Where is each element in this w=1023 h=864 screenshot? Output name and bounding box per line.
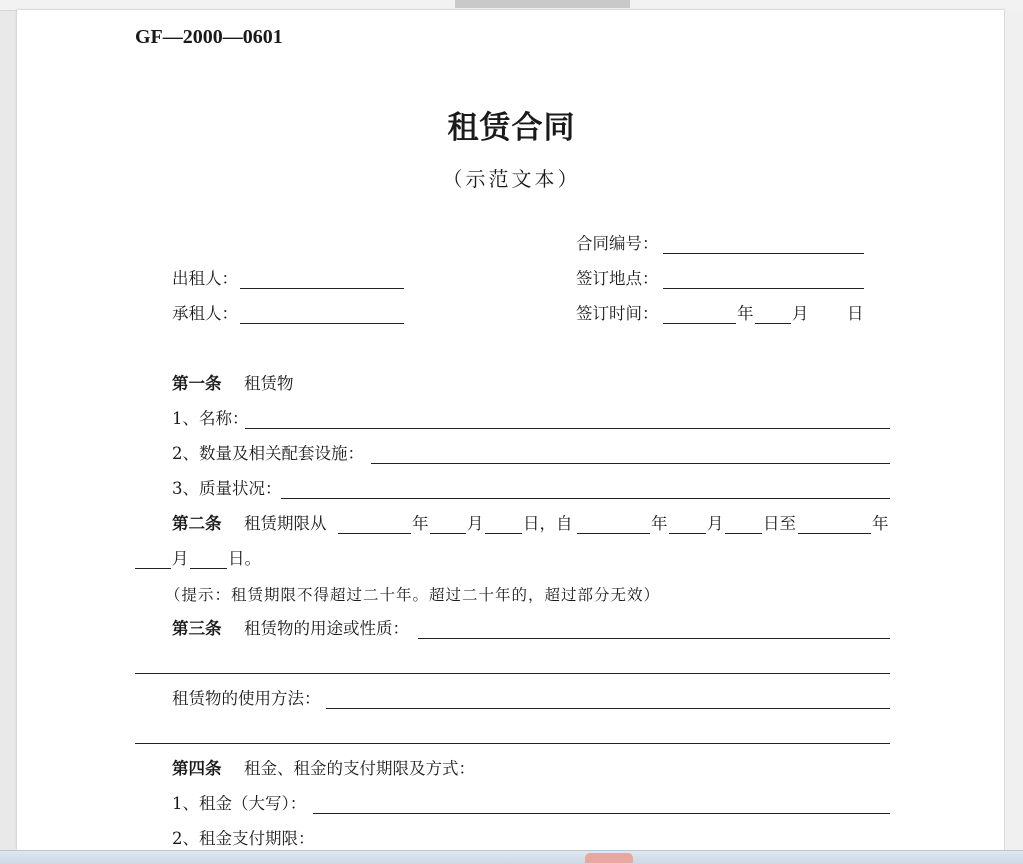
article1-item3-label: 3、质量状况： [172, 479, 282, 498]
article4-text: 租金、租金的支付期限及方式： [244, 759, 475, 778]
page-subtitle: （示范文本） [442, 167, 581, 191]
lessee-field[interactable] [240, 323, 404, 324]
lessor-label: 出租人： [172, 269, 238, 288]
article2-day-to-label: 日至 [763, 514, 796, 533]
page-title: 租赁合同 [447, 110, 576, 146]
sign-year-field[interactable] [663, 323, 736, 324]
sign-year-label: 年 [737, 304, 754, 323]
article2-start-year-field[interactable] [338, 533, 411, 534]
sign-month-field[interactable] [755, 323, 791, 324]
article3-usage-label: 租赁物的使用方法： [172, 689, 321, 708]
article4-item1-field[interactable] [313, 813, 890, 814]
lessee-label: 承租人： [172, 304, 238, 323]
article2-from-month-field[interactable] [669, 533, 706, 534]
article2-to-year-field[interactable] [798, 533, 871, 534]
article1-item3-field[interactable] [281, 498, 890, 499]
article2-to-day-field[interactable] [190, 568, 227, 569]
article2-to-year-label: 年 [872, 514, 889, 533]
sign-time-label: 签订时间： [576, 304, 659, 323]
article2-from-year-label: 年 [651, 514, 668, 533]
article1-heading: 第一条 [172, 374, 222, 393]
article3-purpose-field-line2[interactable] [135, 673, 890, 674]
article2-start-year-label: 年 [412, 514, 429, 533]
sign-day-label: 日 [847, 304, 864, 323]
article2-heading: 第二条 [172, 514, 222, 533]
article4-item1-label: 1、租金（大写）： [172, 794, 307, 813]
article3-purpose-field[interactable] [418, 638, 890, 639]
article1-item2-field[interactable] [371, 463, 890, 464]
taskbar [0, 850, 1023, 864]
article2-from-year-field[interactable] [577, 533, 650, 534]
article1-item1-label: 1、名称： [172, 409, 249, 428]
article2-start-month-label: 月 [467, 514, 484, 533]
article2-day-from-label: 日，自 [523, 514, 573, 533]
article2-start-month-field[interactable] [430, 533, 466, 534]
article2-from-day-field[interactable] [725, 533, 762, 534]
lessor-field[interactable] [240, 288, 404, 289]
article3-heading: 第三条 [172, 619, 222, 638]
sign-place-label: 签订地点： [576, 269, 659, 288]
contract-no-field[interactable] [663, 253, 864, 254]
sign-place-field[interactable] [663, 288, 864, 289]
article3-usage-field[interactable] [326, 708, 890, 709]
article3-usage-field-line2[interactable] [135, 743, 890, 744]
article1-item1-field[interactable] [245, 428, 890, 429]
viewer-tab[interactable] [455, 0, 630, 8]
article2-end-label: 日。 [228, 549, 261, 568]
sign-month-label: 月 [792, 304, 809, 323]
taskbar-app-button[interactable] [585, 853, 633, 863]
article2-from-month-label: 月 [707, 514, 724, 533]
article2-note: （提示：租赁期限不得超过二十年。超过二十年的，超过部分无效） [165, 586, 661, 604]
article1-title: 租赁物 [244, 374, 294, 393]
article2-start-day-field[interactable] [485, 533, 522, 534]
article2-text: 租赁期限从 [244, 514, 327, 533]
document-code: GF—2000—0601 [135, 26, 283, 48]
article3-text: 租赁物的用途或性质： [244, 619, 409, 638]
article2-to-month-field[interactable] [135, 568, 171, 569]
contract-no-label: 合同编号： [576, 234, 659, 253]
article4-heading: 第四条 [172, 759, 222, 778]
article1-item2-label: 2、数量及相关配套设施： [172, 444, 364, 463]
article4-item2-label: 2、租金支付期限： [172, 829, 315, 848]
article2-to-month-label: 月 [172, 549, 189, 568]
